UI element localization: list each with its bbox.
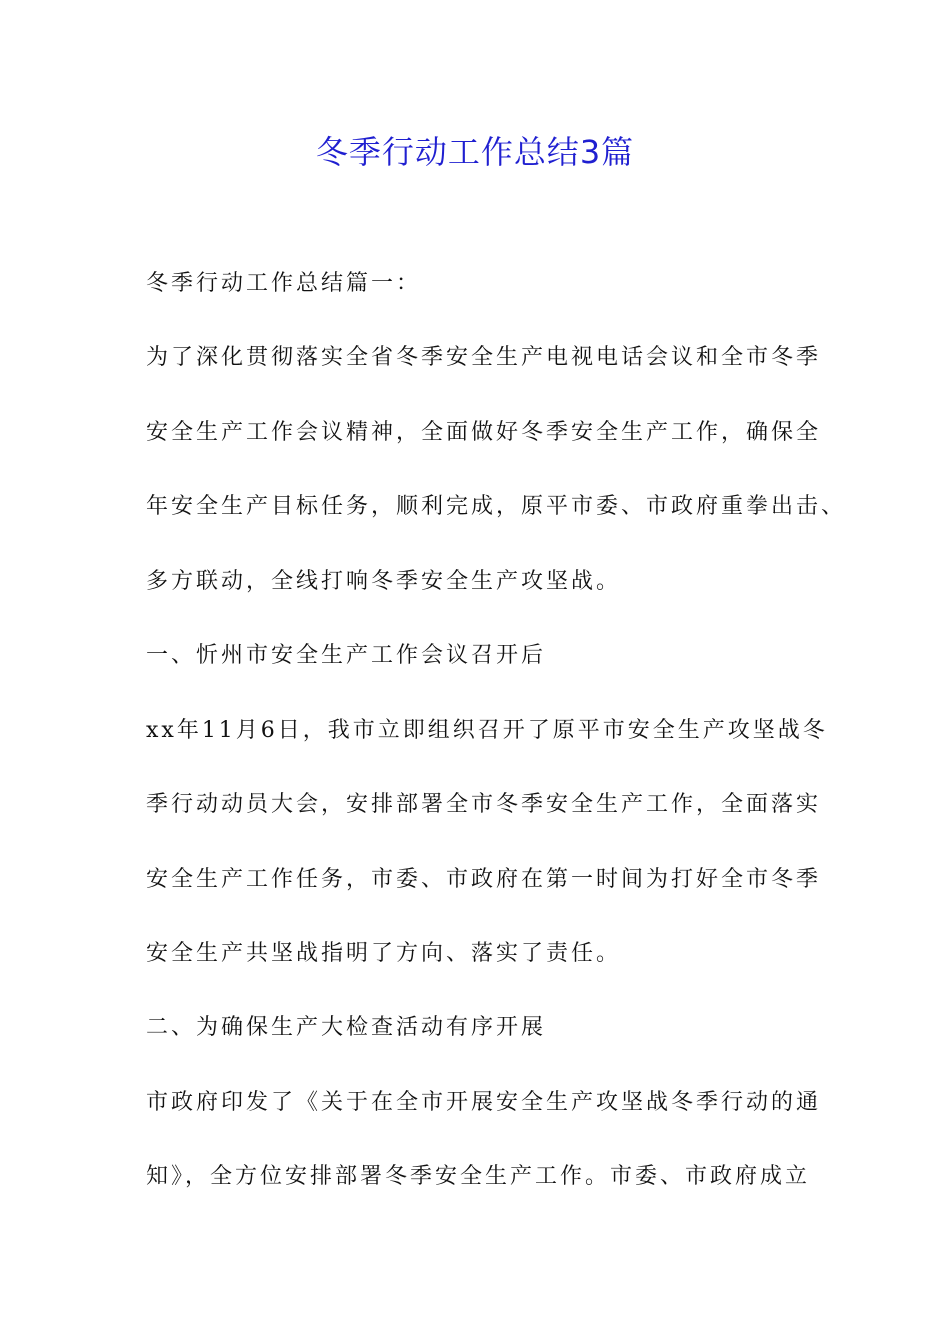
subsection-heading: 二、为确保生产大检查活动有序开展 [146,1015,547,1040]
paragraph-line: 季行动动员大会，安排部署全市冬季安全生产工作，全面落实 [146,792,822,817]
paragraph-line: 年安全生产目标任务，顺利完成，原平市委、市政府重拳出击、 [146,494,847,519]
document-title: 冬季行动工作总结3篇 [315,133,635,171]
paragraph-line: 安全生产共坚战指明了方向、落实了责任。 [146,941,622,966]
subsection-heading: 一、忻州市安全生产工作会议召开后 [146,643,547,668]
paragraph-line: 知》，全方位安排部署冬季安全生产工作。市委、市政府成立 [146,1164,811,1189]
paragraph-line: 为了深化贯彻落实全省冬季安全生产电视电话会议和全市冬季 [146,345,822,370]
paragraph-line: 安全生产工作任务，市委、市政府在第一时间为打好全市冬季 [146,867,822,892]
paragraph-line: xx年11月6日，我市立即组织召开了原平市安全生产攻坚战冬 [146,718,828,743]
paragraph-line: 安全生产工作会议精神，全面做好冬季安全生产工作，确保全 [146,420,822,445]
paragraph-line: 多方联动，全线打响冬季安全生产攻坚战。 [146,569,622,594]
section-heading: 冬季行动工作总结篇一： [146,271,422,296]
paragraph-line: 市政府印发了《关于在全市开展安全生产攻坚战冬季行动的通 [146,1090,822,1115]
